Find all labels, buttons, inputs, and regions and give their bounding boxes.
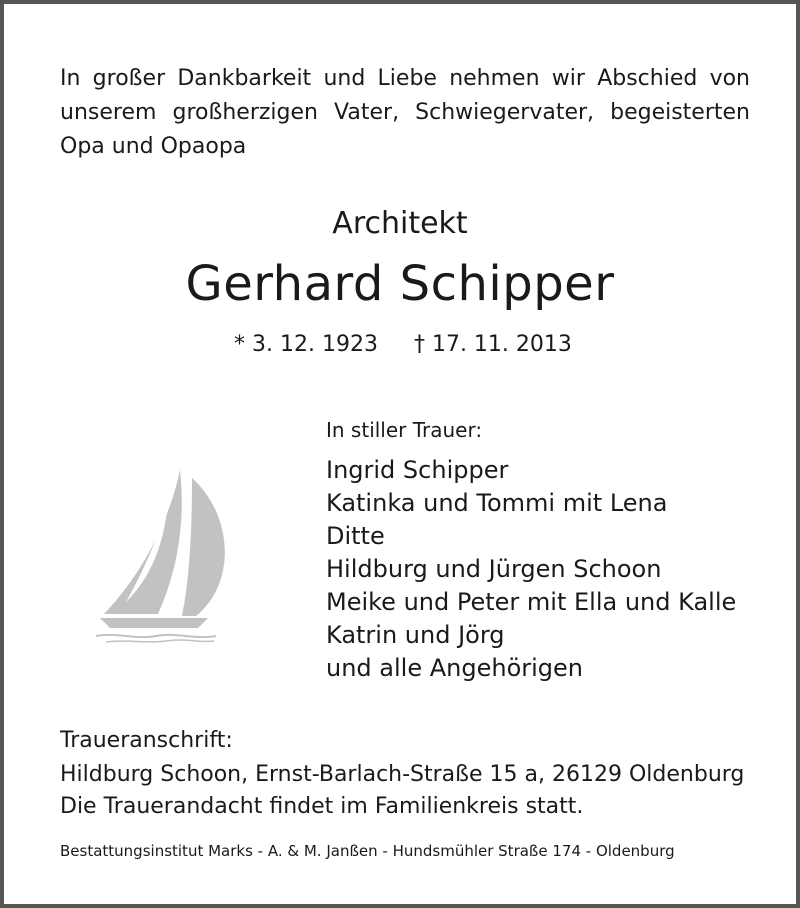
mourner-list [326,454,736,685]
service-note: Die Trauerandacht findet im Familienkreis statt. [60,794,584,819]
funeral-home-footer: Bestattungsinstitut Marks - A. & M. Janßen - Hundsmühler Straße 174 - Oldenburg [60,842,675,860]
intro-line-3: Opa und Opaopa [60,134,247,159]
mourning-address [60,724,744,792]
address-value: Hildburg Schoon, Ernst-Barlach-Straße 15 a, 26129 Oldenburg [60,762,745,787]
death-date: † 17. 11. 2013 [413,332,572,357]
mourner-name: Katrin und Jörg [326,621,505,649]
mourner-name: Meike und Peter mit Ella und Kalle [326,588,737,616]
mourner-name: Hildburg und Jürgen Schoon [326,555,662,583]
sailboat-icon [96,466,236,644]
profession: Architekt [332,206,468,241]
intro-line-2: unserem großherzigen Vater, Schwiegervater, begeisterten [60,100,750,125]
mourner-name: und alle Angehörigen [326,654,583,682]
intro-line-1: In großer Dankbarkeit und Liebe nehmen wir Abschied von [60,66,750,91]
mourner-name: Ingrid Schipper [326,456,509,484]
mourning-label: In stiller Trauer: [326,418,483,442]
deceased-name: Gerhard Schipper [185,256,615,312]
mourner-name: Ditte [326,522,385,550]
mourner-name: Katinka und Tommi mit Lena [326,489,668,517]
address-label: Traueranschrift: [60,728,233,753]
intro-text [60,62,750,164]
birth-date: * 3. 12. 1923 [234,332,378,357]
life-dates [234,332,572,357]
